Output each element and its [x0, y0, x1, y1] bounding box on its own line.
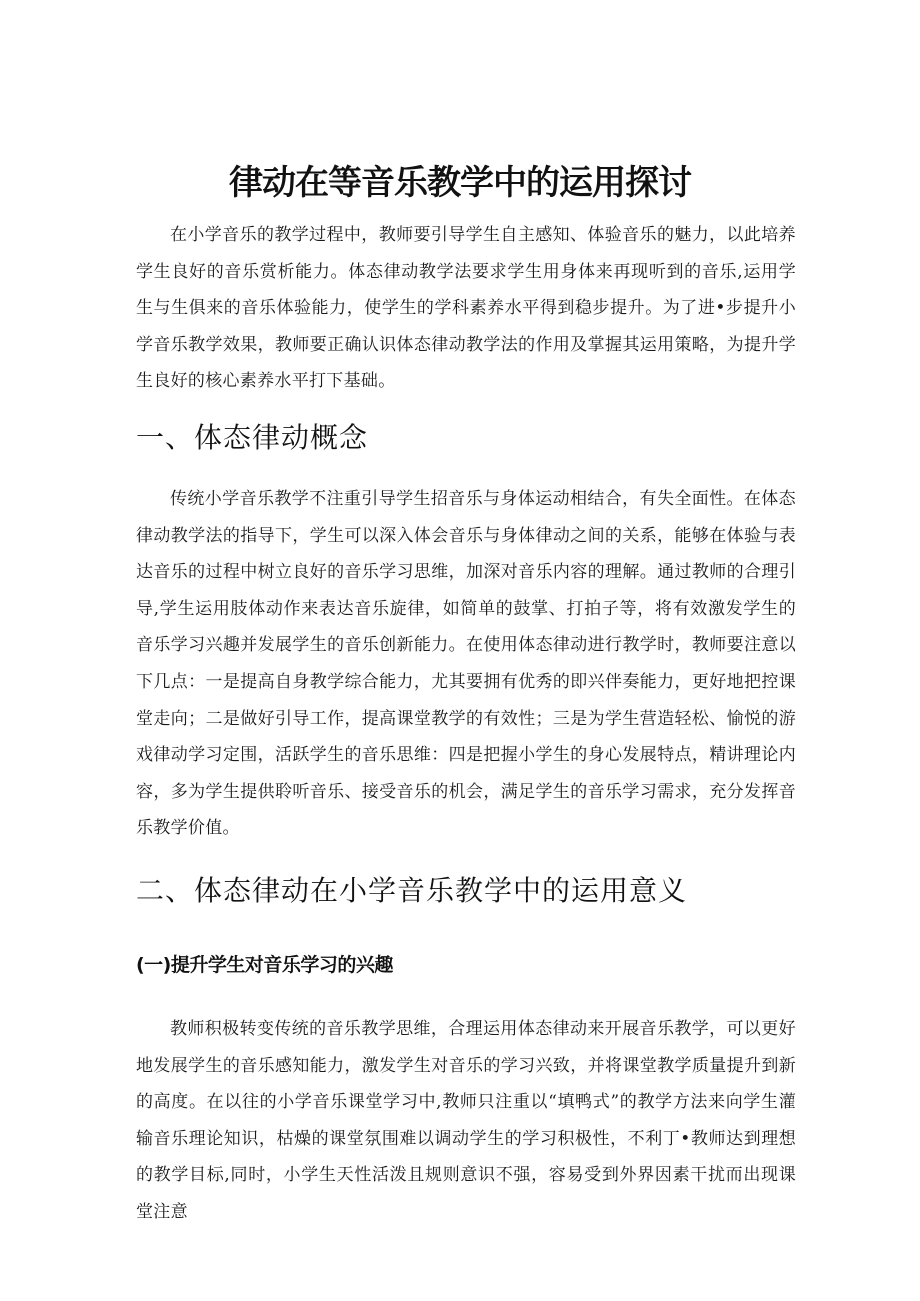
- intro-paragraph: 在小学音乐的教学过程中，教师要引导学生自主感知、体验音乐的魅力，以此培养学生良好的音乐赏析能力。体态律动教学法要求学生用身体来再现听到的音乐,运用学生与生俱来的音乐体验能力，使学生的学科素养水平得到稳步提升。为了进•步提升小学音乐教学效果，教师要正确认识体态律动教学法的作用及掌握其运用策略，为提升学生良好的核心素养水平打下基础。: [136, 225, 796, 392]
- section-2-paragraph: 教师积极转变传统的音乐教学思维，合理运用体态律动来开展音乐教学，可以更好地发展学生的音乐感知能力，激发学生对音乐的学习兴致，并将课堂教学质量提升到新的高度。在以往的小学音乐课堂学习中,教师只注重以“填鸭式”的教学方法来向学生灌输音乐理论知识，枯燥的课堂氛围难以调动学生的学习积极性，不利丁•教师达到理想的教学目标,同时，小学生天性活泼且规则意识不强，容易受到外界因素干扰而出现课堂注意: [136, 1019, 796, 1222]
- document-title: 律动在等音乐教学中的运用探讨: [229, 162, 691, 203]
- section-1-heading: 一、体态律动概念: [136, 421, 369, 454]
- section-2-subheading: (一)提升学生对音乐学习的兴趣: [136, 954, 393, 976]
- section-1-paragraph: 传统小学音乐教学不注重引导学生招音乐与身体运动相结合，有失全面性。在体态律动教学法的指导下，学生可以深入体会音乐与身体律动之间的关系，能够在体验与表达音乐的过程中树立良好的音乐学习思维，加深对音乐内容的理解。通过教师的合理引导,学生运用肢体动作来表达音乐旋律，如简单的鼓掌、打拍子等，将有效激发学生的音乐学习兴趣并发展学生的音乐创新能力。在使用体态律动进行教学时，教师要注意以下几点：一是提高自身教学综合能力，尤其要拥有优秀的即兴伴奏能力，更好地把控课堂走向；二是做好引导工作，提高课堂教学的有效性；三是为学生营造轻松、愉悦的游戏律动学习定围，活跃学生的音乐思维：四是把握小学生的身心发展特点，精讲理论内容，多为学生提供聆听音乐、接受音乐的机会，满足学生的音乐学习需求，充分发挥音乐教学价值。: [136, 489, 796, 839]
- section-2-heading: 二、体态律动在小学音乐教学中的运用意义: [136, 874, 688, 907]
